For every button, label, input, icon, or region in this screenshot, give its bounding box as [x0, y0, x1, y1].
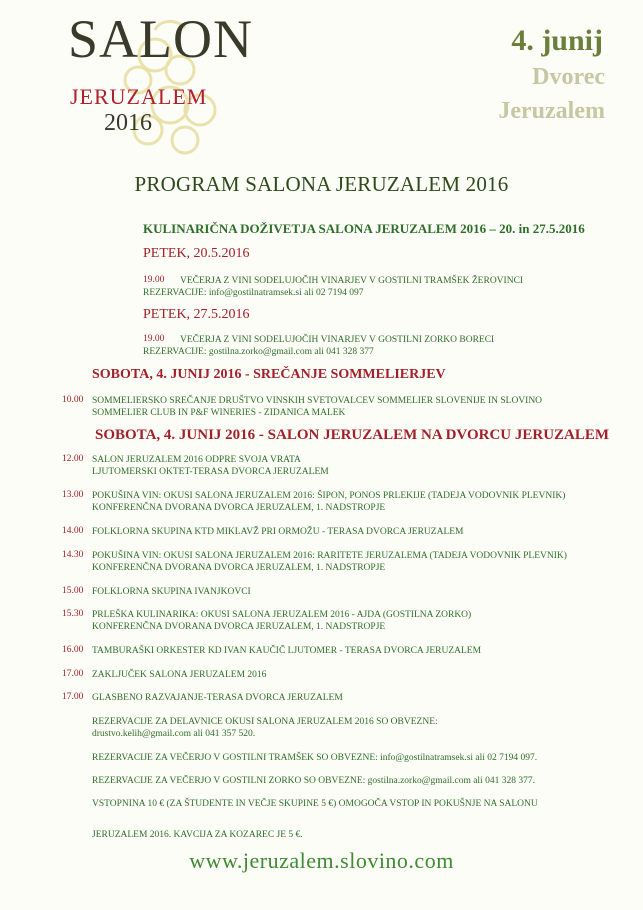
sobota1-line2: SOMMELIER CLUB IN P&F WINERIES - ZIDANICA MALEK: [92, 408, 346, 418]
item-line1: FOLKLORNA SKUPINA IVANJKOVCI: [92, 587, 251, 597]
item-time: 13.00: [62, 490, 84, 500]
reservation-zorko: REZERVACIJE ZA VEČERJO V GOSTILNI ZORKO SO OBVEZNE: gostilna.zorko@gmail.com ali 041 328 377.: [92, 776, 535, 786]
item-time: 12.00: [62, 454, 84, 464]
entrance-fee-cont: JERUZALEM 2016. KAVCIJA ZA KOZAREC JE 5 €.: [92, 830, 303, 840]
item-line1: POKUŠINA VIN: OKUSI SALONA JERUZALEM 2016: ŠIPON, PONOS PRLEKIJE (TADEJA VODOVNIK PLEVNIK): [92, 491, 566, 501]
day1-time: 19.00: [143, 275, 165, 285]
item-line2: KONFERENČNA DVORANA DVORCA JERUZALEM, 1. NADSTROPJE: [92, 503, 386, 513]
venue-line1: Dvorec: [532, 64, 605, 90]
entrance-fee: VSTOPNINA 10 € (ZA ŠTUDENTE IN VEČJE SKUPINE 5 €) OMOGOČA VSTOP IN POKUŠNJE NA SALONU: [92, 799, 538, 809]
item-line2: LJUTOMERSKI OKTET-TERASA DVORCA JERUZALEM: [92, 467, 329, 477]
item-line1: PRLEŠKA KULINARIKA: OKUSI SALONA JERUZALEM 2016 - AJDA (GOSTILNA ZORKO): [92, 610, 472, 620]
kulinarika-heading: KULINARIČNA DOŽIVETJA SALONA JERUZALEM 2016 – 20. in 27.5.2016: [143, 221, 585, 236]
reservation-workshops: REZERVACIJE ZA DELAVNICE OKUSI SALONA JERUZALEM 2016 SO OBVEZNE:: [92, 717, 438, 727]
website-link[interactable]: www.jeruzalem.slovino.com: [189, 848, 454, 873]
item-time: 14.30: [62, 550, 84, 560]
day2-line1: VEČERJA Z VINI SODELUJOČIH VINARJEV V GOSTILNI ZORKO BORECI: [180, 335, 495, 345]
item-line1: POKUŠINA VIN: OKUSI SALONA JERUZALEM 2016: RARITETE JERUZALEMA (TADEJA VODOVNIK PLEVNIK): [92, 551, 567, 561]
event-date: 4. junij: [511, 24, 603, 57]
day2-time: 19.00: [143, 334, 165, 344]
item-line2: KONFERENČNA DVORANA DVORCA JERUZALEM, 1. NADSTROPJE: [92, 563, 386, 573]
sobota2-heading: SOBOTA, 4. JUNIJ 2016 - SALON JERUZALEM NA DVORCU JERUZALEM: [95, 427, 610, 443]
reservation-tramsek: REZERVACIJE ZA VEČERJO V GOSTILNI TRAMŠEK SO OBVEZNE: info@gostilnatramsek.si ali 02 7194 097.: [92, 753, 538, 763]
day1-heading: PETEK, 20.5.2016: [143, 246, 250, 261]
item-time: 15.30: [62, 609, 84, 619]
logo-year: 2016: [104, 110, 152, 136]
item-time: 15.00: [62, 586, 84, 596]
item-line1: FOLKLORNA SKUPINA KTD MIKLAVŽ PRI ORMOŽU - TERASA DVORCA JERUZALEM: [92, 527, 464, 537]
page-title: PROGRAM SALONA JERUZALEM 2016: [134, 172, 509, 196]
day1-line1: VEČERJA Z VINI SODELUJOČIH VINARJEV V GOSTILNI TRAMŠEK ŽEROVINCI: [180, 276, 524, 286]
logo-jeruzalem: JERUZALEM: [70, 84, 208, 109]
sobota1-line1: SOMMELIERSKO SREČANJE DRUŠTVO VINSKIH SVETOVALCEV SOMMELIER SLOVENIJE IN SLOVINO: [92, 396, 543, 406]
item-line1: SALON JERUZALEM 2016 ODPRE SVOJA VRATA: [92, 455, 301, 465]
reservation-workshops-contact: drustvo.kelih@gmail.com ali 041 357 520.: [92, 729, 256, 739]
item-line2: KONFERENČNA DVORANA DVORCA JERUZALEM, 1. NADSTROPJE: [92, 622, 386, 632]
item-time: 16.00: [62, 645, 84, 655]
logo-salon: SALON: [68, 9, 254, 69]
day1-line2: REZERVACIJE: info@gostilnatramsek.si ali 02 7194 097: [143, 288, 364, 298]
sobota1-heading: SOBOTA, 4. JUNIJ 2016 - SREČANJE SOMMELIERJEV: [92, 367, 446, 382]
item-time: 17.00: [62, 669, 84, 679]
sobota1-time: 10.00: [62, 395, 84, 405]
day2-heading: PETEK, 27.5.2016: [143, 307, 250, 322]
item-time: 17.00: [62, 692, 84, 702]
venue-line2: Jeruzalem: [498, 98, 605, 124]
item-line1: GLASBENO RAZVAJANJE-TERASA DVORCA JERUZALEM: [92, 693, 343, 703]
item-time: 14.00: [62, 526, 84, 536]
day2-line2: REZERVACIJE: gostilna.zorko@gmail.com ali 041 328 377: [143, 347, 374, 357]
item-line1: ZAKLJUČEK SALONA JERUZALEM 2016: [92, 670, 267, 680]
item-line1: TAMBURAŠKI ORKESTER KD IVAN KAUČIČ LJUTOMER - TERASA DVORCA JERUZALEM: [92, 646, 482, 656]
